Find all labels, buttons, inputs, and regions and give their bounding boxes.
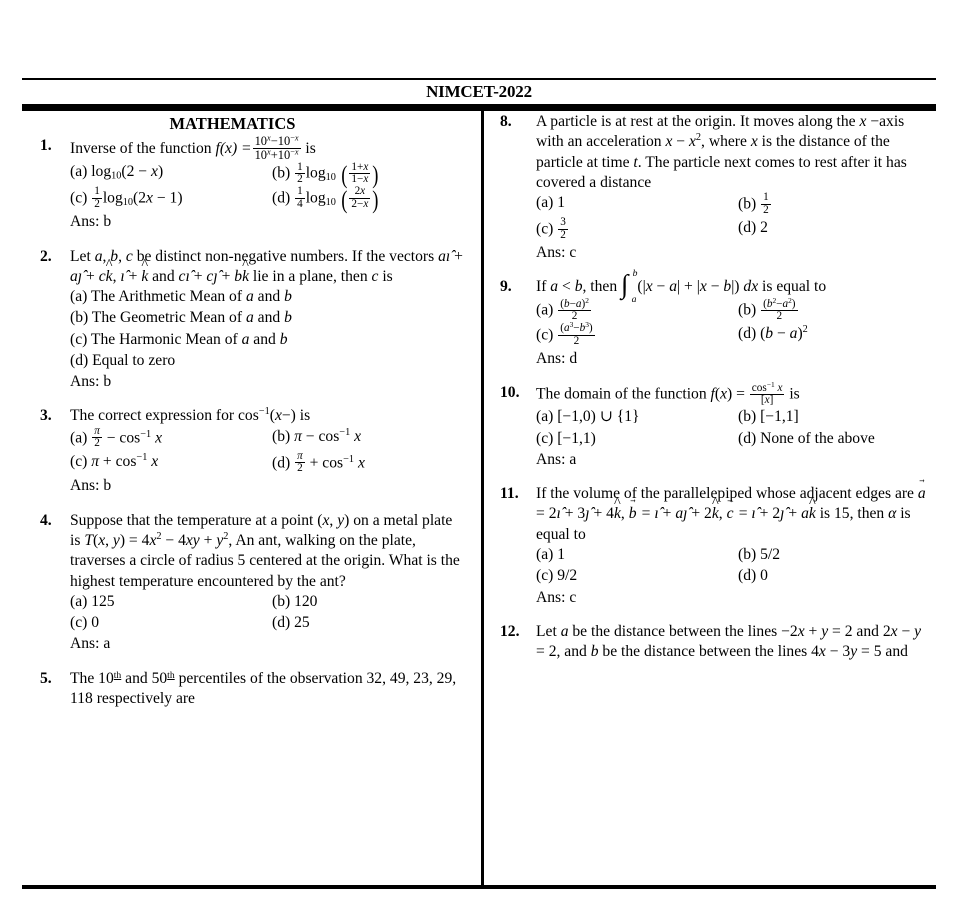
fraction-arccos-over-floor: $\frac{\cos^{-1} x}{[x]}$: [751, 379, 783, 407]
left-column: [22, 110, 481, 885]
question-stem: The correct expression for $\cos^{-1}(x-)$ is: [70, 406, 311, 425]
option-b[interactable]: (b) 120: [272, 592, 318, 610]
option-a[interactable]: (a) The Arithmetic Mean of a and b: [70, 288, 292, 306]
options-list: [536, 295, 928, 348]
options-list: [536, 545, 928, 587]
question-number: 12.: [500, 622, 520, 640]
question-1: [40, 133, 465, 233]
option-c[interactable]: (c) $\pi + \cos^{-1} x$: [70, 451, 159, 470]
answer-line: Ans: b: [70, 373, 112, 391]
question-9: [500, 267, 928, 369]
question-body: [536, 484, 928, 608]
options-list: [70, 159, 465, 214]
question-body: [536, 379, 928, 470]
option-d[interactable]: (d) None of the above: [738, 429, 875, 447]
option-c[interactable]: (c) The Harmonic Mean of a and b: [70, 330, 288, 348]
option-b[interactable]: (b) $\frac{(b^2-a^2)}{2}$: [738, 295, 796, 322]
answer-line: Ans: a: [70, 635, 111, 653]
page-header: [22, 78, 936, 111]
page-title: NIMCET-2022: [426, 82, 532, 101]
stem-text-prefix: Inverse of the function: [70, 139, 216, 157]
option-d[interactable]: (d) $(b - a)^2$: [738, 324, 808, 343]
option-d[interactable]: (d) Equal to zero: [70, 351, 176, 369]
option-a[interactable]: (a) $\log_{10}(2 - x)$: [70, 163, 164, 182]
option-a[interactable]: (a) 125: [70, 592, 115, 610]
question-number: 1.: [40, 137, 52, 154]
question-stem: Suppose that the temperature at a point (x, y) on a metal plate is T(x, $y) = 4x^2 - 4xy + y^2$, An ant, walking on the plate, traverses a circle of radius 5 centered at the origin. What is the highest temperature encountered by the ant?: [70, 511, 460, 590]
answer-line: Ans: b: [70, 213, 112, 231]
subject-heading: MATHEMATICS: [169, 114, 296, 133]
question-4: [40, 511, 465, 655]
question-number: 3.: [40, 407, 52, 425]
options-list: [70, 592, 465, 634]
question-stem: If a < b, then ∫ b a (|x − a| + |x − b|) dx is equal to: [536, 267, 827, 306]
answer-line: Ans: a: [536, 450, 577, 468]
answer-line: Ans: d: [536, 350, 578, 368]
question-number: 4.: [40, 511, 52, 529]
question-3: [40, 406, 465, 496]
option-d[interactable]: (d) $\frac{1}{4}$ $\log_{10}$ ( $\frac{2x}{2-x}$ ): [272, 184, 379, 214]
question-10: [500, 379, 928, 470]
question-stem: [70, 133, 465, 162]
content-frame: [22, 110, 936, 889]
answer-line: Ans: b: [70, 477, 112, 495]
stem-text-suffix: is: [301, 139, 316, 157]
question-body: [70, 133, 465, 233]
option-d[interactable]: (d) 25: [272, 614, 310, 632]
question-body: [536, 622, 928, 663]
question-2: [40, 247, 465, 393]
options-list: [70, 424, 465, 476]
question-number: 8.: [500, 113, 512, 130]
answer-line: Ans: c: [536, 588, 577, 606]
fraction-10x: $\frac{10^x-10^{-x}}{10^x+10^{-x}}$: [254, 133, 299, 162]
question-stem: Let a be the distance between the lines −2x + y = 2 and 2x − y = 2, and b be the distance between the lines 4x − 3y = 5 and: [536, 622, 922, 661]
option-b[interactable]: (b) $\frac{1}{2}$: [738, 191, 769, 216]
question-body: [536, 112, 928, 263]
question-number: 2.: [40, 247, 52, 265]
question-body: [70, 247, 465, 393]
option-c[interactable]: (c) [−1,1): [536, 429, 596, 447]
option-c[interactable]: (c) $\frac{3}{2}$: [536, 216, 566, 241]
option-d[interactable]: (d) $\frac{\pi}{2}$ + $\cos^{-1} x$: [272, 449, 365, 475]
option-a[interactable]: (a) $\frac{\pi}{2}$ − $\cos^{-1} x$: [70, 424, 163, 450]
question-12: [500, 622, 928, 663]
question-5: [40, 669, 465, 710]
question-11: [500, 484, 928, 608]
option-b[interactable]: (b) 5/2: [738, 545, 781, 563]
option-c[interactable]: (c) $\frac{1}{2}$ $\log_{10}(2x - 1)$: [70, 185, 183, 210]
question-number: 9.: [500, 278, 512, 296]
option-c[interactable]: (c) 0: [70, 614, 100, 632]
question-stem: A particle is at rest at the origin. It moves along the x −axis with an acceleration $x - x^2$, where x is the distance of the particle at time t. The particle next comes to rest after it has covered a distance: [536, 113, 907, 191]
definite-integral: ∫ b a: [621, 267, 638, 306]
option-b[interactable]: (b) The Geometric Mean of a and b: [70, 309, 292, 327]
question-body: [70, 511, 465, 655]
option-b[interactable]: (b) [−1,1]: [738, 408, 799, 426]
option-a[interactable]: (a) $\frac{(b-a)^2}{2}$: [536, 295, 589, 322]
question-stem: The 10th and 50th percentiles of the observation 32, 49, 23, 29, 118 respectively are: [70, 669, 457, 707]
option-a[interactable]: (a) 1: [536, 194, 566, 212]
option-c[interactable]: (c) 9/2: [536, 567, 578, 585]
option-b[interactable]: (b) $\pi - \cos^{-1} x$: [272, 426, 362, 445]
right-column: [481, 110, 936, 885]
option-c[interactable]: (c) $\frac{(a^3-b^3)}{2}$: [536, 320, 593, 347]
question-number: 11.: [500, 485, 519, 503]
option-a[interactable]: (a) 1: [536, 545, 566, 563]
question-stem: The domain of the function f(x) = $\frac{\cos^{-1} x}{[x]}$ is: [536, 379, 800, 407]
options-list: [536, 407, 928, 449]
answer-line: Ans: c: [536, 243, 577, 261]
options-list: [70, 287, 465, 371]
question-8: [500, 112, 928, 263]
option-b[interactable]: (b) $\frac{1}{2}$ $\log_{10}$ ( $\frac{1+x}{1-x}$ ): [272, 159, 379, 189]
question-stem: If the volume of the parallelepiped whose adjacent edges are a → = 2ı̂ + 3ȷ̂ + 4k ^, b → = ı̂ + aȷ̂ + 2k ^, c → = ı̂ + 2ȷ̂ + ak ^ is 15, then α is equal to: [536, 484, 928, 545]
option-a[interactable]: (a) [−1,0) ∪ {1}: [536, 408, 640, 426]
question-number: 10.: [500, 384, 520, 402]
question-number: 5.: [40, 669, 52, 687]
function-notation: f(x) =: [215, 139, 252, 157]
question-body: [536, 267, 928, 369]
option-d[interactable]: (d) 0: [738, 567, 768, 585]
options-list: [536, 193, 928, 242]
question-stem: Let a, b, c be distinct non-negative numbers. If the vectors aı̂ + aȷ̂ + ck ^, ı̂ + k ^ and cı̂ + cȷ̂ + bk ^ lie in a plane, then c is: [70, 247, 465, 288]
question-body: [70, 669, 465, 710]
question-body: [70, 406, 465, 496]
option-d[interactable]: (d) 2: [738, 218, 768, 236]
